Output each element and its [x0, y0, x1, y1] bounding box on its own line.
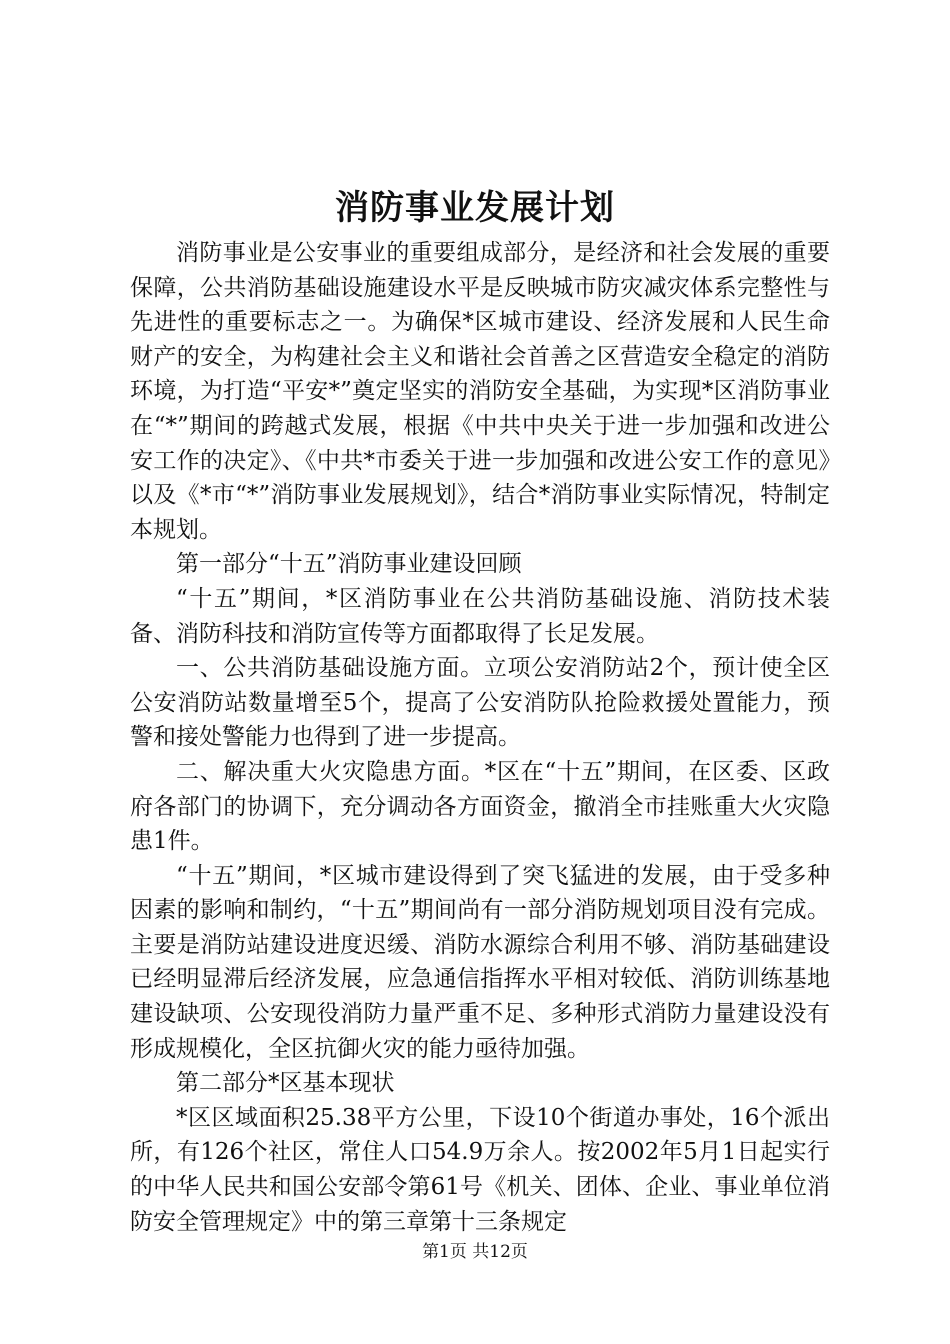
paragraph-district-status: *区区域面积25.38平方公里，下设10个街道办事处，16个派出所，有126个社区，常住人口54.9万余人。按2002年5月1日起实行的中华人民共和国公安部令第61号《机关、团体、企业、事业单位消防安全管理规定》中的第三章第十三条规定 [130, 1104, 830, 1235]
paragraph-intro: 消防事业是公安事业的重要组成部分，是经济和社会发展的重要保障，公共消防基础设施建设水平是反映城市防灾减灾体系完整性与先进性的重要标志之一。为确保*区城市建设、经济发展和人民生命财产的安全，为构建社会主义和谐社会首善之区营造安全稳定的消防环境，为打造“平安*”奠定坚实的消防安全基础，为实现*区消防事业在“*”期间的跨越式发展，根据《中共中央关于进一步加强和改进公安工作的决定》、《中共*市委关于进一步加强和改进公安工作的意见》以及《*市“*”消防事业发展规划》，结合*消防事业实际情况，特制定本规划。 [130, 240, 830, 543]
section-heading-part-one: 第一部分“十五”消防事业建设回顾 [176, 551, 522, 578]
paragraph-shortcomings: “十五”期间，*区城市建设得到了突飞猛进的发展，由于受多种因素的影响和制约，“十五”期间尚有一部分消防规划项目没有完成。主要是消防站建设进度迟缓、消防水源综合利用不够、消防基础建设已经明显滞后经济发展，应急通信指挥水平相对较低、消防训练基地建设缺项、公安现役消防力量严重不足、多种形式消防力量建设没有形成规模化，全区抗御火灾的能力亟待加强。 [130, 862, 830, 1062]
paragraph-review-summary: “十五”期间，*区消防事业在公共消防基础设施、消防技术装备、消防科技和消防宣传等方面都取得了长足发展。 [130, 585, 830, 647]
document-title: 消防事业发展计划 [335, 188, 615, 228]
paragraph-infrastructure: 一、公共消防基础设施方面。立项公安消防站2个，预计使全区公安消防站数量增至5个，提高了公安消防队抢险救援处置能力，预警和接处警能力也得到了进一步提高。 [130, 655, 830, 751]
page-number-footer: 第1页 共12页 [422, 1242, 528, 1262]
paragraph-fire-hazards: 二、解决重大火灾隐患方面。*区在“十五”期间，在区委、区政府各部门的协调下，充分调动各方面资金，撤消全市挂账重大火灾隐患1件。 [130, 758, 830, 855]
section-heading-part-two: 第二部分*区基本现状 [176, 1070, 395, 1097]
document-body [130, 236, 830, 1239]
